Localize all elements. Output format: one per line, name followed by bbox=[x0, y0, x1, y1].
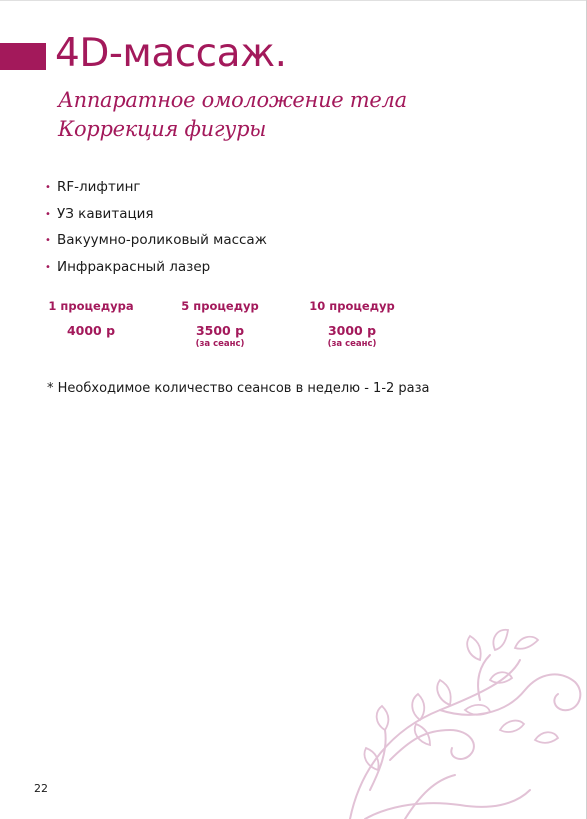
price-note: (за сеанс) bbox=[195, 339, 245, 349]
bullet-icon: • bbox=[45, 235, 51, 247]
page-top-border bbox=[0, 0, 587, 1]
footnote: * Необходимое количество сеансов в неделю - 1-2 раза bbox=[47, 381, 430, 396]
price-column-3 bbox=[287, 297, 417, 349]
page-title: 4D-массаж. bbox=[55, 31, 287, 76]
floral-swirl-ornament-icon bbox=[330, 620, 587, 819]
service-label: RF-лифтинг bbox=[57, 179, 141, 195]
service-item bbox=[45, 203, 267, 230]
price-value: 4000 р bbox=[66, 323, 116, 338]
services-list bbox=[45, 176, 267, 283]
bullet-icon: • bbox=[45, 208, 51, 220]
subtitle-line-2: Коррекция фигуры bbox=[58, 117, 267, 141]
subtitle-line-1: Аппаратное омоложение тела bbox=[58, 88, 407, 112]
price-column-1 bbox=[26, 297, 156, 339]
price-label: 1 процедура bbox=[48, 299, 134, 313]
price-column-2 bbox=[155, 297, 285, 349]
service-item bbox=[45, 229, 267, 256]
bullet-icon: • bbox=[45, 262, 51, 274]
bullet-icon: • bbox=[45, 182, 51, 193]
service-item bbox=[45, 176, 267, 203]
price-label: 10 процедур bbox=[309, 299, 395, 313]
service-item bbox=[45, 256, 267, 283]
price-note: (за сеанс) bbox=[327, 339, 377, 349]
price-label: 5 процедур bbox=[181, 299, 259, 313]
title-accent-bar bbox=[0, 43, 46, 70]
price-value: 3000 р bbox=[327, 323, 377, 338]
service-label: Вакуумно-роликовый массаж bbox=[57, 232, 267, 249]
price-value: 3500 р bbox=[195, 323, 245, 338]
service-label: УЗ кавитация bbox=[57, 205, 154, 222]
service-label: Инфракрасный лазер bbox=[57, 259, 211, 276]
page-number: 22 bbox=[34, 782, 48, 795]
